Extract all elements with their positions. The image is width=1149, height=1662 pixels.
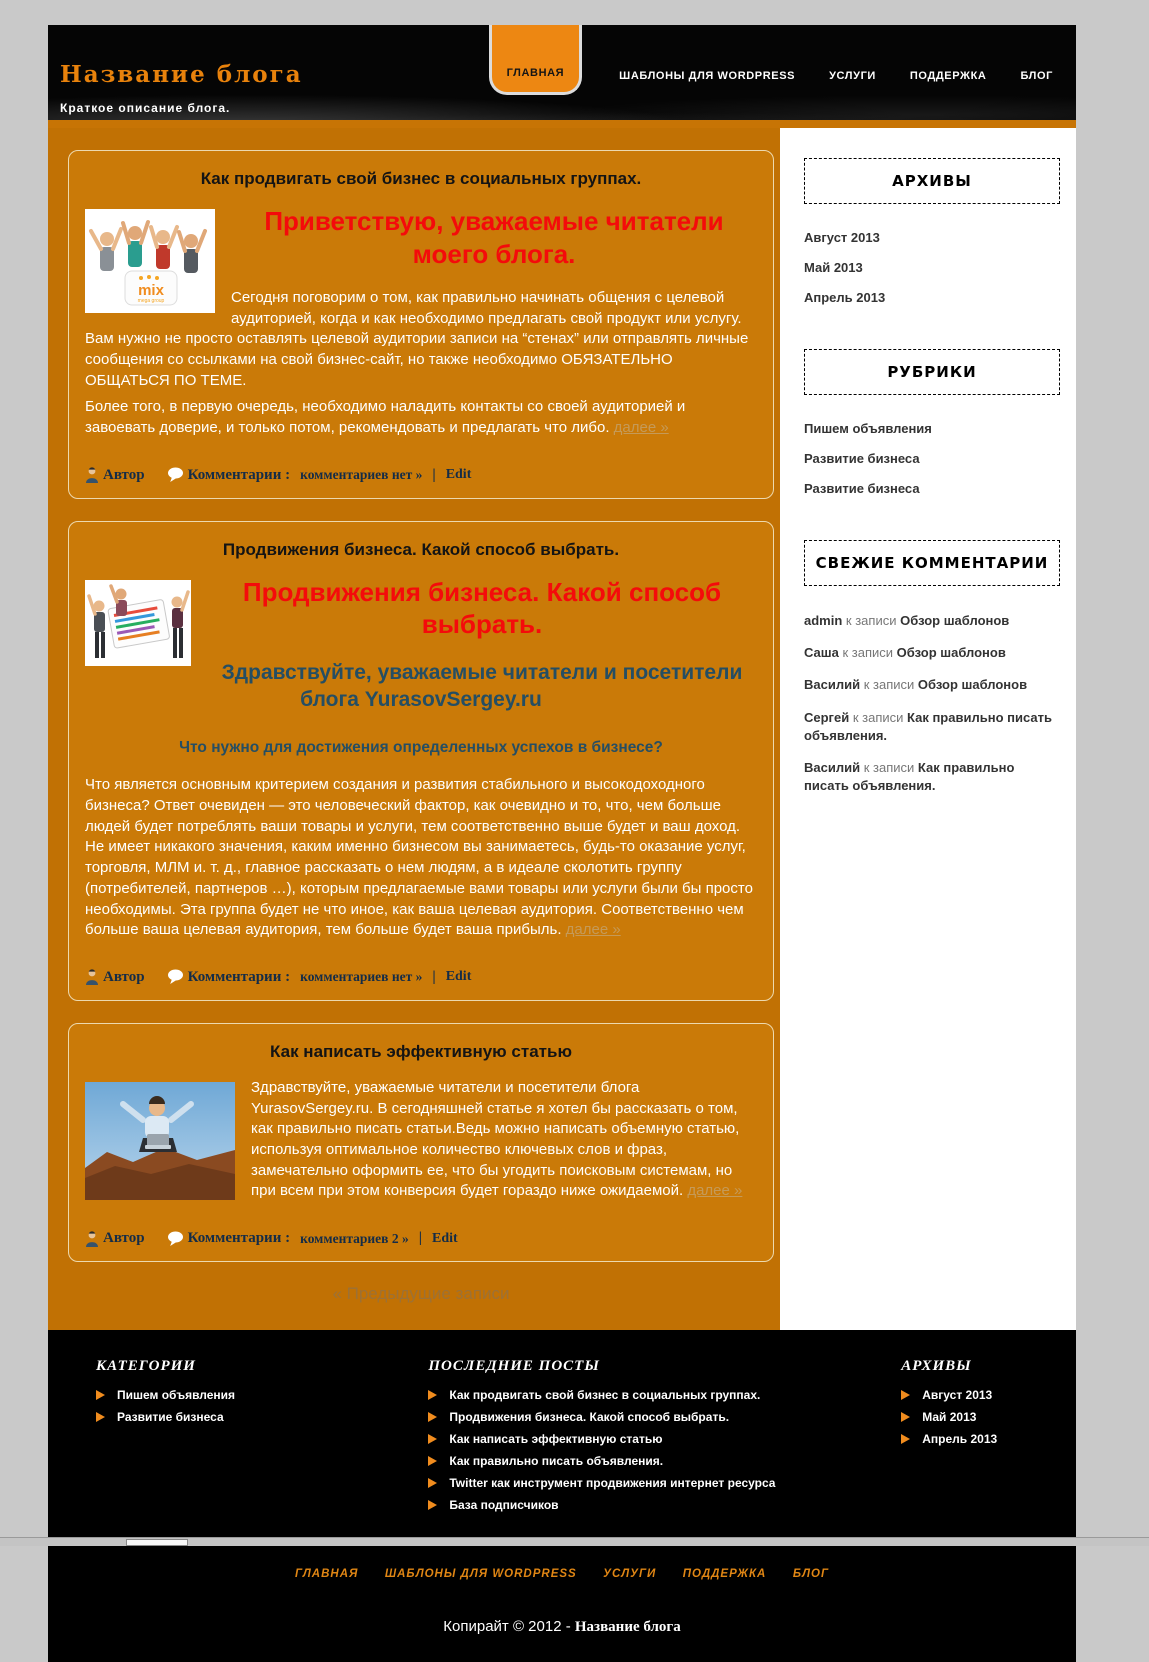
footer-archive-link[interactable]: Май 2013: [901, 1410, 1076, 1424]
footer-archive-link[interactable]: Апрель 2013: [901, 1432, 1076, 1446]
footer-categories-heading: КАТЕГОРИИ: [96, 1358, 196, 1375]
footer-post-link[interactable]: База подписчиков: [428, 1498, 901, 1512]
footer-navigation: [48, 1564, 1076, 1582]
blog-description: Краткое описание блога.: [60, 101, 231, 115]
previous-posts-link[interactable]: « Предыдущие записи: [332, 1284, 510, 1304]
category-link[interactable]: Развитие бизнеса: [804, 481, 920, 496]
category-link[interactable]: Пишем объявления: [804, 421, 932, 436]
edit-link[interactable]: Edit: [445, 467, 472, 483]
post-meta: [85, 969, 757, 986]
edit-link[interactable]: Edit: [432, 1230, 458, 1246]
categories-widget: [804, 349, 1070, 496]
footer-archive-link[interactable]: Август 2013: [901, 1388, 1076, 1402]
archives-widget: [804, 158, 1070, 305]
post-red-heading: Приветствую, уважаемые читатели моего блога.: [264, 206, 724, 269]
main-navigation: [489, 25, 1070, 95]
categories-widget-title: РУБРИКИ: [804, 349, 1060, 395]
edit-link[interactable]: Edit: [445, 969, 472, 985]
comment-item: [804, 759, 1060, 795]
meta-separator: |: [418, 1230, 423, 1247]
copyright: [48, 1618, 1076, 1662]
archive-link[interactable]: Май 2013: [804, 260, 863, 275]
post-title[interactable]: Продвижения бизнеса. Какой способ выбрать.: [222, 539, 620, 559]
comments-count-link[interactable]: комментариев нет »: [300, 467, 423, 483]
post-meta: [85, 1230, 757, 1247]
read-more-link[interactable]: далее »: [613, 419, 669, 437]
comments-label: Комментарии :: [187, 466, 291, 483]
arrow-icon: [901, 1434, 910, 1444]
comment-author-link[interactable]: Василий: [804, 759, 861, 775]
scrollbar-thumb[interactable]: [126, 1539, 188, 1546]
comment-post-link[interactable]: Обзор шаблонов: [896, 645, 1006, 661]
comment-author-link[interactable]: admin: [804, 613, 843, 628]
footer-category-link[interactable]: Пишем объявления: [96, 1388, 428, 1402]
post-body-paragraph: Что является основным критерием создания и развития стабильного и высокодоходного бизнеса? Ответ очевиден — это человеческий фактор, как очевидно и то, что, чем больше людей будет потреблять ваши товары и услуги, тем соответственно выше будет и ваш доход. Не имеет никакого значения, каким именно бизнесом вы занимаетесь, будь-то оказание услуг, торговля, МЛМ и. т. д., главное рассказать о нем людям, а в идеале сколотить группу (потребителей, партнеров …), которым предлагаемые вами товары или услуги были бы просто необходимы. Эта группа будет не что иное, как ваша целевая аудитория. Соответственно чем больше ваша целевая аудитория, тем больше будет ваша прибыль.: [85, 776, 753, 939]
arrow-icon: [428, 1478, 437, 1488]
nav-item-blog[interactable]: БЛОГ: [1020, 70, 1053, 82]
post-card: [68, 1023, 774, 1262]
comment-post-link[interactable]: Как правильно писать объявления.: [804, 709, 1052, 743]
arrow-icon: [96, 1390, 105, 1400]
comment-infix: к записи: [863, 677, 915, 693]
posts-column: [48, 128, 780, 1330]
nav-item-home[interactable]: ГЛАВНАЯ: [489, 25, 583, 95]
recent-comments-widget: [804, 540, 1070, 795]
footer-post-link[interactable]: Twitter как инструмент продвижения интернет ресурса: [428, 1476, 901, 1490]
meta-separator: |: [432, 968, 436, 985]
footer-nav-wordpress-templates[interactable]: ШАБЛОНЫ ДЛЯ WORDPRESS: [384, 1568, 577, 1581]
footer-recent-posts-heading: ПОСЛЕДНИЕ ПОСТЫ: [428, 1358, 600, 1375]
post-blue-subheading: Что нужно для достижения определенных успехов в бизнесе?: [179, 739, 663, 757]
arrow-icon: [901, 1390, 910, 1400]
comments-label: Комментарии :: [187, 968, 291, 985]
arrow-icon: [428, 1434, 437, 1444]
orange-divider: [48, 120, 1076, 128]
copyright-site-name: Название блога: [574, 1619, 681, 1636]
post-red-heading: Продвижения бизнеса. Какой способ выбрать.: [242, 576, 722, 640]
comments-count-link[interactable]: комментариев 2 »: [300, 1230, 409, 1246]
comment-infix: к записи: [852, 709, 904, 725]
recent-comments-widget-title: СВЕЖИЕ КОММЕНТАРИИ: [804, 540, 1060, 586]
arrow-icon: [428, 1500, 437, 1510]
nav-item-support[interactable]: ПОДДЕРЖКА: [909, 70, 987, 82]
read-more-link[interactable]: далее »: [687, 1182, 743, 1200]
post-body-paragraph: Более того, в первую очередь, необходимо наладить контакты со своей аудиторией и завоевать доверие, и только потом, рекомендовать и предлагать что либо.: [85, 398, 686, 437]
svg-text:mix: mix: [138, 282, 164, 299]
arrow-icon: [428, 1390, 437, 1400]
author-label[interactable]: Автор: [103, 1230, 145, 1247]
author-label[interactable]: Автор: [103, 466, 145, 483]
author-label[interactable]: Автор: [103, 968, 145, 985]
meta-separator: |: [432, 466, 436, 483]
comment-post-link[interactable]: Обзор шаблонов: [917, 677, 1028, 693]
comment-infix: к записи: [842, 645, 894, 661]
comment-post-link[interactable]: Обзор шаблонов: [900, 613, 1010, 628]
nav-item-services[interactable]: УСЛУГИ: [829, 70, 876, 82]
category-link[interactable]: Развитие бизнеса: [804, 451, 920, 466]
svg-text:mega group: mega group: [137, 298, 165, 304]
archive-link[interactable]: Август 2013: [804, 230, 880, 245]
arrow-icon: [96, 1412, 105, 1422]
comment-item: [804, 676, 1060, 694]
comments-icon: [167, 1231, 184, 1247]
page-wrapper: [48, 25, 1076, 1662]
footer-archives-heading: АРХИВЫ: [901, 1358, 972, 1375]
archives-widget-title: АРХИВЫ: [804, 158, 1060, 204]
comments-label: Комментарии :: [187, 1230, 291, 1247]
footer-categories-column: [48, 1358, 428, 1520]
post-title[interactable]: Как написать эффективную статью: [270, 1041, 572, 1061]
footer-post-link[interactable]: Продвижения бизнеса. Какой способ выбрать.: [428, 1410, 901, 1424]
footer-post-link[interactable]: Как продвигать свой бизнес в социальных группах.: [428, 1388, 901, 1402]
comment-infix: к записи: [863, 759, 915, 775]
horizontal-scrollbar[interactable]: [0, 1537, 1149, 1546]
footer-nav-home[interactable]: ГЛАВНАЯ: [294, 1568, 359, 1581]
comment-author-link[interactable]: Саша: [804, 645, 839, 661]
sidebar: [780, 128, 1076, 1330]
comment-author-link[interactable]: Сергей: [804, 709, 850, 725]
post-blue-heading: Здравствуйте, уважаемые читатели и посетители блога YurasovSergey.ru: [221, 660, 743, 712]
people-sign-thumbnail-image[interactable]: [85, 580, 191, 666]
comment-infix: к записи: [845, 613, 897, 628]
nav-item-wordpress-templates[interactable]: ШАБЛОНЫ ДЛЯ WORDPRESS: [619, 70, 796, 82]
post-card: [68, 150, 774, 499]
post-body-paragraph: Здравствуйте, уважаемые читатели и посетители блога YurasovSergey.ru. В сегодняшней статье я хотел бы рассказать о том, как правильно писать статьи.Ведь можно написать объемную статью, используя оптимальное количество ключевых слов и фраз, замечательно оформить ее, что бы угодить поисковым системам, но при всем при этом конверсия будет гораздо ниже ожидаемой.: [251, 1078, 740, 1200]
read-more-link[interactable]: далее »: [565, 921, 621, 939]
footer-category-link[interactable]: Развитие бизнеса: [96, 1410, 428, 1424]
author-icon: [85, 969, 99, 985]
author-icon: [85, 1231, 99, 1247]
comments-count-link[interactable]: комментариев нет »: [300, 969, 423, 985]
author-icon: [85, 467, 99, 483]
post-body-paragraph: Сегодня поговорим о том, как правильно начинать общения с целевой аудиторией, когда и как необходимо предлагать свой продукт или услугу. Вам нужно не просто оставлять целевой аудитории записи на “стенах” или отправлять личные сообщения со ссылками на свой бизнес-сайт, но также необходимо ОБЯЗАТЕЛЬНО ОБЩАТЬСЯ ПО ТЕМЕ.: [85, 289, 749, 389]
arrow-icon: [428, 1412, 437, 1422]
post-card: [68, 521, 774, 1001]
site-footer: [48, 1330, 1076, 1662]
footer-post-link[interactable]: Как написать эффективную статью: [428, 1432, 901, 1446]
comment-item: [804, 644, 1060, 662]
footer-post-link[interactable]: Как правильно писать объявления.: [428, 1454, 901, 1468]
arrow-icon: [428, 1456, 437, 1466]
comment-item: [804, 612, 1060, 630]
man-on-rock-thumbnail-image[interactable]: [85, 1082, 235, 1200]
comment-author-link[interactable]: Василий: [804, 677, 861, 693]
post-meta: [85, 467, 757, 484]
comment-item: [804, 709, 1060, 745]
site-header: [48, 25, 1076, 120]
copyright-text: Копирайт © 2012 -: [443, 1618, 575, 1636]
footer-nav-support[interactable]: ПОДДЕРЖКА: [682, 1568, 767, 1581]
people-mix-thumbnail-image[interactable]: [85, 209, 215, 313]
footer-nav-blog[interactable]: БЛОГ: [792, 1568, 830, 1581]
post-title[interactable]: Как продвигать свой бизнес в социальных группах.: [200, 169, 642, 188]
footer-recent-posts-column: [428, 1358, 901, 1520]
comments-icon: [167, 969, 184, 985]
archive-link[interactable]: Апрель 2013: [804, 290, 886, 305]
comment-post-link[interactable]: Как правильно писать объявления.: [804, 759, 1015, 794]
footer-archives-column: [901, 1358, 1076, 1520]
comments-icon: [167, 467, 184, 483]
arrow-icon: [901, 1412, 910, 1422]
footer-nav-services[interactable]: УСЛУГИ: [603, 1568, 657, 1581]
blog-title: Название блога: [60, 61, 303, 88]
